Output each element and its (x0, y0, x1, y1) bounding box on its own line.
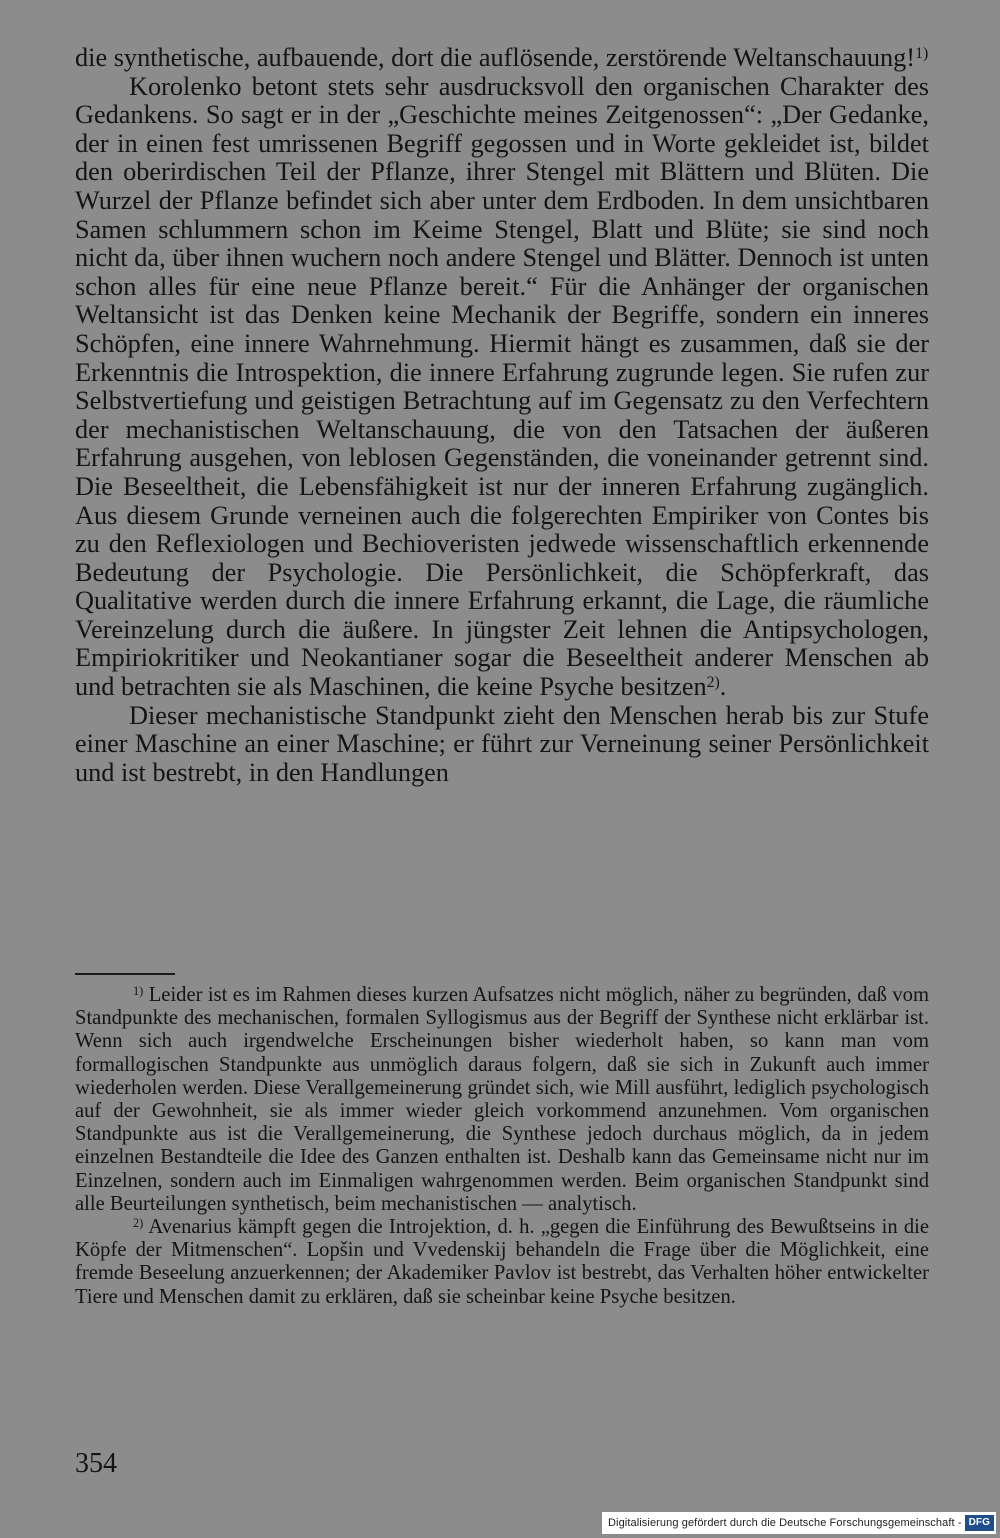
digitization-footer (602, 1512, 996, 1534)
paragraph-3: Dieser mechanistische Standpunkt zieht den Menschen herab bis zur Stufe einer Maschine an einer Maschine; er führt zur Verneinung seiner Persönlichkeit und ist bestrebt, in den Handlungen (75, 700, 929, 787)
footnote-1: $^{1)}$ Leider ist es im Rahmen dieses kurzen Aufsatzes nicht möglich, näher zu begründen, daß vom Standpunkte des mechanischen, formalen Syllogismus aus der Begriff der Synthese nicht erklärbar ist. Wenn sich auch irgendwelche Erscheinungen bisher wiederholt haben, so kann man vom formallogischen Standpunkte aus unmöglich daraus folgern, daß sie sich in Zukunft auch immer wiederholen werden. Diese Verallgemeinerung gründet sich, wie Mill ausführt, lediglich psychologisch auf der Gewohnheit, sie als immer wieder gleich vorkommend anzunehmen. Vom organischen Standpunkte aus ist die Verallgemeinerung, die Synthese jedoch durchaus möglich, da in jedem einzelnen Bestandteile die Idee des Ganzen enthalten ist. Deshalb kann das Gemeinsame nicht nur im Einzelnen, sondern auch im Einmaligen wahrgenommen werden. Beim organischen Standpunkt sind alle Beurteilungen synthetisch, beim mechanistischen — analytisch. (75, 983, 929, 1215)
paragraph-2: Korolenko betont stets sehr ausdrucksvoll den organischen Charakter des Gedankens. So sagt er in der „Geschichte meines Zeitgenossen“: „Der Gedanke, der in einen fest umrissenen Begriff gegossen und in Worte gekleidet ist, bildet den oberirdischen Teil der Pflanze, ihrer Stengel mit Blättern und Blüten. Die Wurzel der Pflanze befindet sich aber unter dem Erdboden. In dem unsichtbaren Samen schlummern schon im Keime Stengel, Blatt und Blüte; sie sind noch nicht da, über ihnen wuchern noch andere Stengel und Blätter. Dennoch ist unten schon alles für eine neue Pflanze bereit.“ Für die Anhänger der organischen Weltansicht ist das Denken keine Mechanik der Begriffe, sondern ein inneres Schöpfen, eine innere Wahrnehmung. Hiermit hängt es zusammen, daß sie der Erkenntnis die Introspektion, die innere Erfahrung zugrunde legen. Sie rufen zur Selbstvertiefung und geistigen Betrachtung auf im Gegensatz zu den Verfechtern der mechanistischen Weltanschauung, die von den Tatsachen der äußeren Erfahrung ausgehen, von leblosen Gegenständen, die voneinander getrennt sind. Die Beseeltheit, die Lebensfähigkeit ist nur der inneren Erfahrung zugänglich. Aus diesem Grunde verneinen auch die folgerechten Empiriker von Contes bis zu den Reflexiologen und Bechioveristen jedwede wissenschaftlich erkennende Bedeutung der Psychologie. Die Persönlichkeit, die Schöpferkraft, das Qualitative werden durch die innere Erfahrung erkannt, die Lage, die räumliche Vereinzelung durch die äußere. In jüngster Zeit lehnen die Antipsychologen, Empiriokritiker und Neokantianer sogar die Beseeltheit anderer Menschen ab und betrachten sie als Maschinen, die keine Psyche besitzen$^{2)}$. (75, 71, 929, 702)
footnote-separator (75, 973, 175, 975)
page-number: 354 (75, 1448, 117, 1479)
paragraph-1: die synthetische, aufbauende, dort die auflösende, zerstörende Weltanschauung!$^{1)}$ (75, 43, 929, 72)
dfg-logo-icon: DFG (965, 1515, 994, 1531)
footnote-2: $^{2)}$ Avenarius kämpft gegen die Introjektion, d. h. „gegen die Einführung des Bewußtseins in die Köpfe der Mitmenschen“. Lopšin und Vvedenskij behandeln die Frage über die Möglichkeit, eine fremde Beseelung anzuerkennen; der Akademiker Pavlov ist bestrebt, das Verhalten höher entwickelter Tiere und Menschen damit zu erklären, daß sie scheinbar keine Psyche besitzen. (75, 1215, 929, 1308)
footnote-ref-1[interactable]: 1) (915, 45, 929, 63)
footnote-marker-2: 2) (133, 1215, 144, 1230)
footnote-ref-2[interactable]: 2) (706, 674, 720, 692)
footnotes (75, 984, 929, 1309)
main-text (75, 44, 929, 787)
footer-text: Digitalisierung gefördert durch die Deutsche Forschungsgemeinschaft - (608, 1517, 962, 1529)
footnote-marker-1: 1) (133, 983, 144, 998)
